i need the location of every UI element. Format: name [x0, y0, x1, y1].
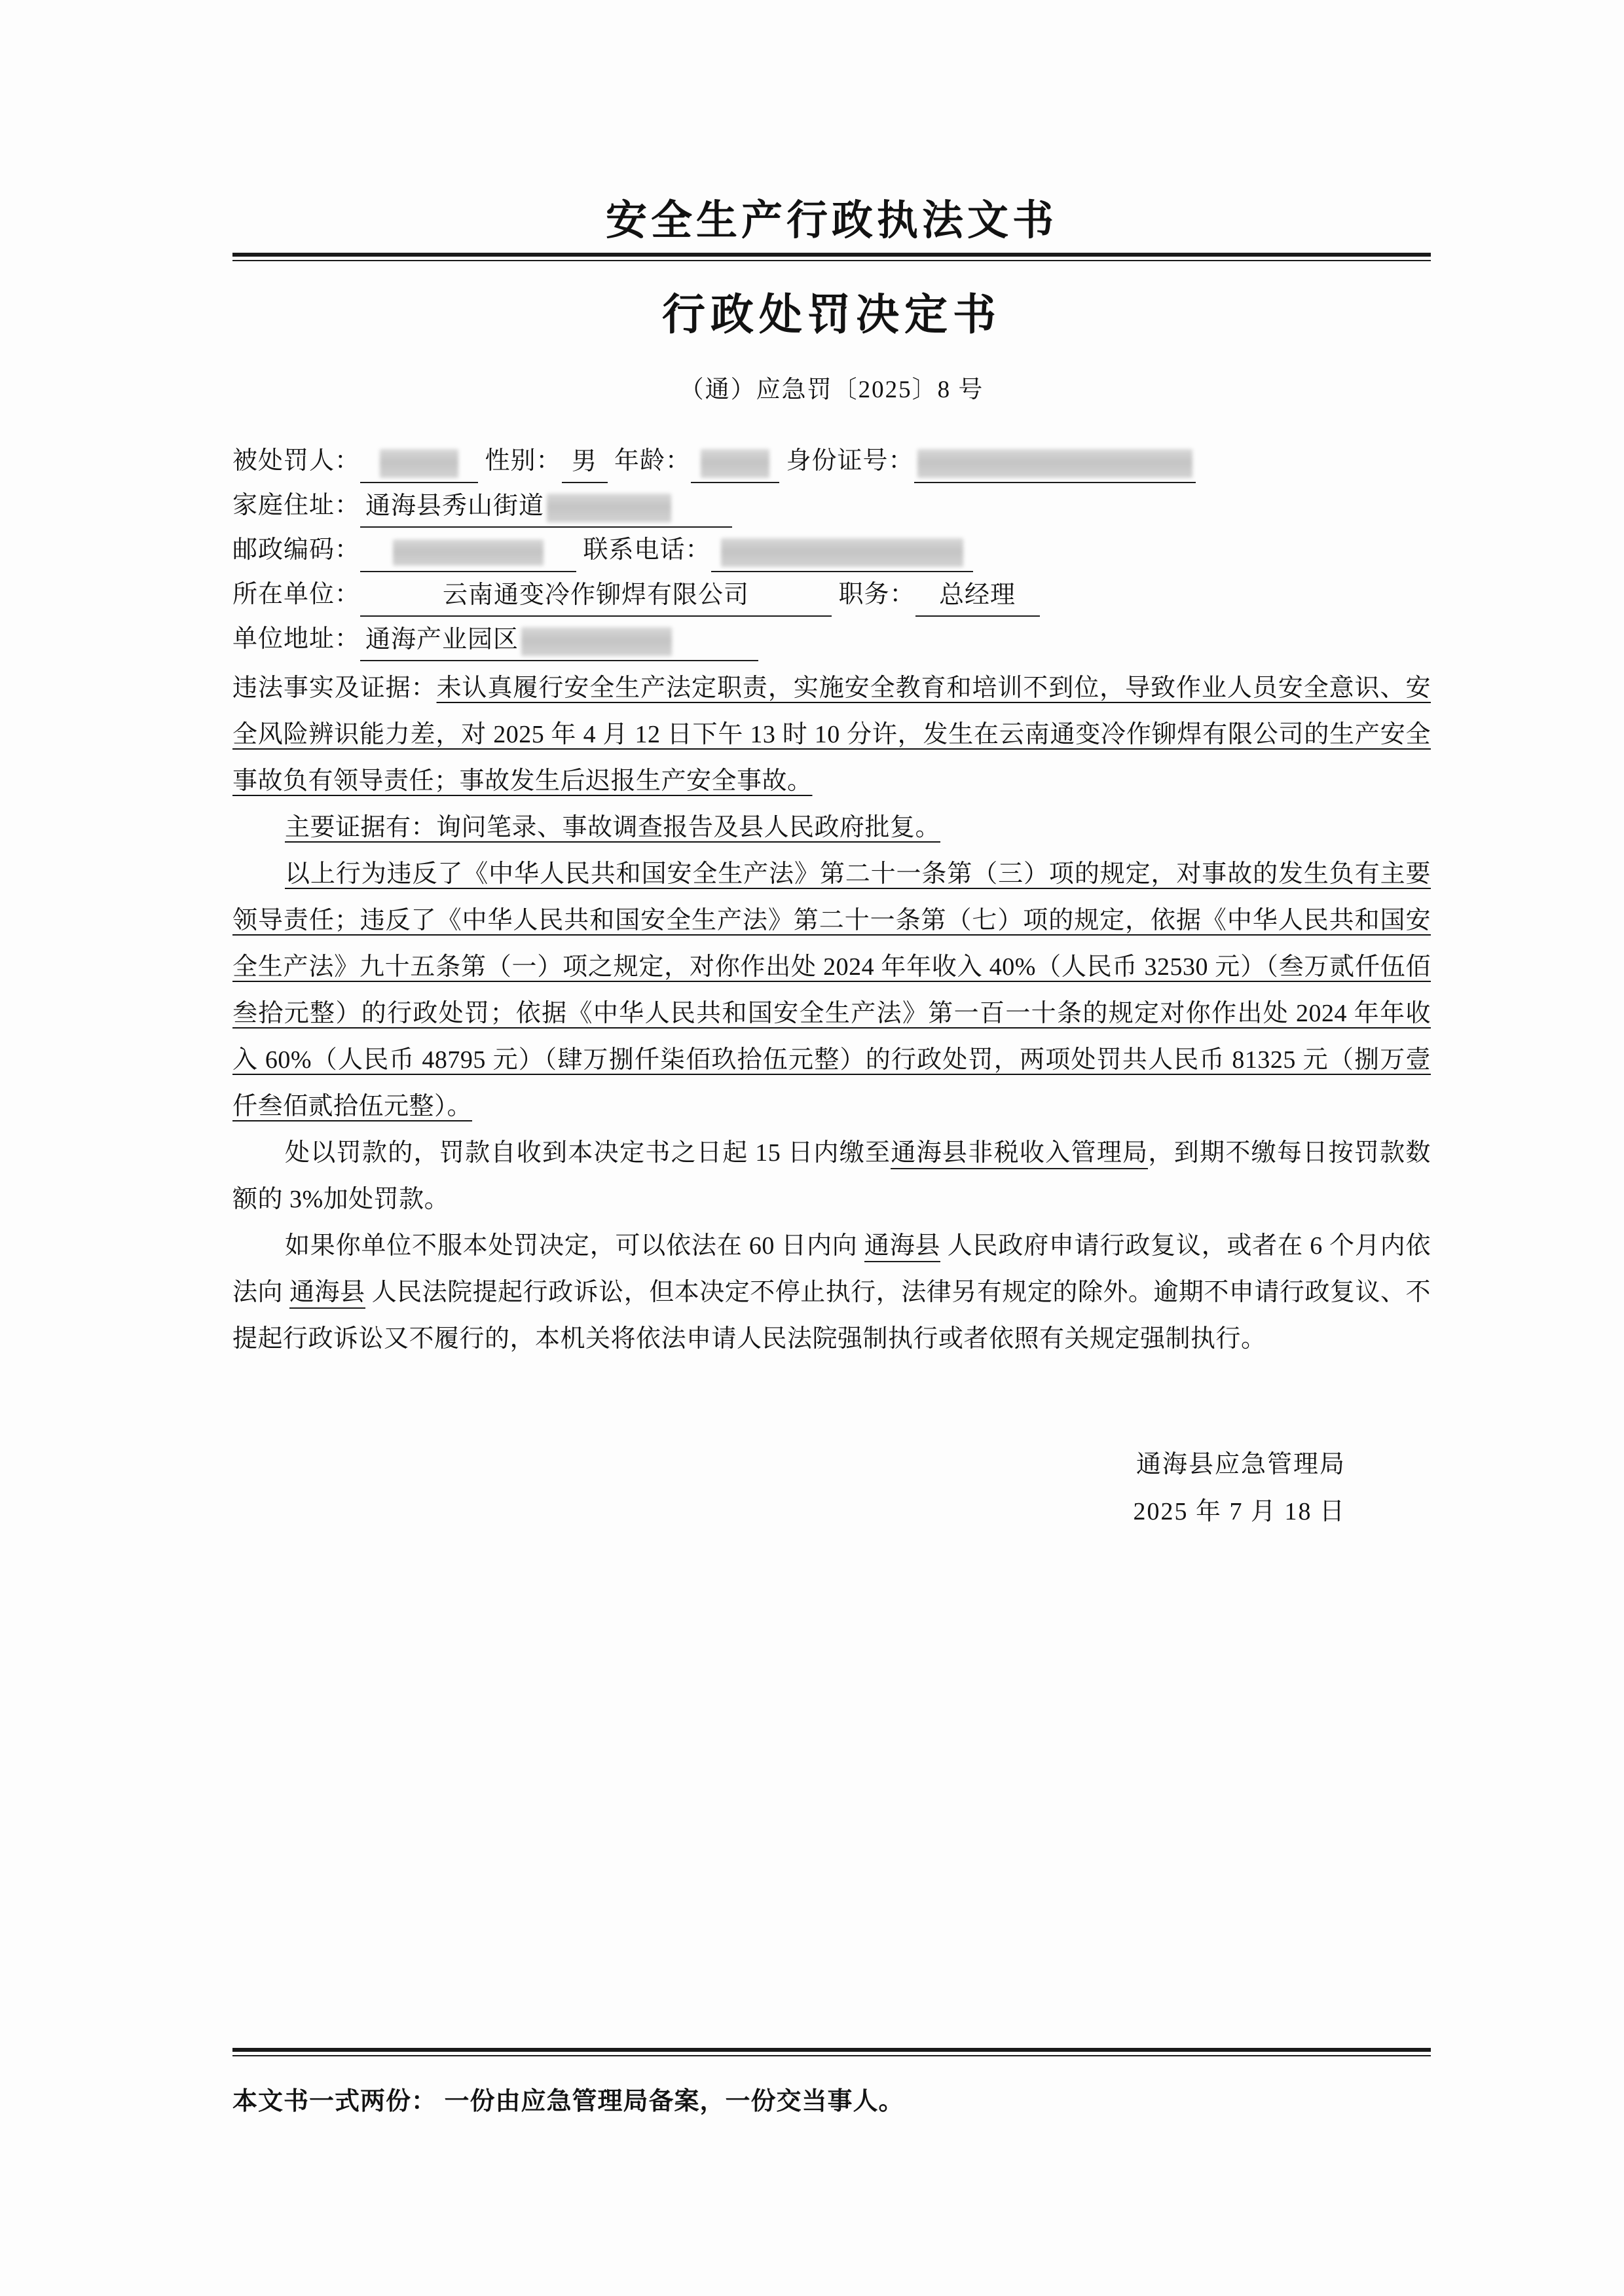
unit-address-value: 通海产业园区 — [360, 619, 758, 661]
issue-date: 2025 年 7 月 18 日 — [1133, 1497, 1346, 1525]
header-divider — [232, 253, 1431, 261]
payment-organization: 通海县非税收入管理局 — [891, 1139, 1148, 1169]
payment-text-2: ，到期不缴每日按罚款数额的 3%加处罚款。 — [232, 1139, 1431, 1213]
appeal-text-2: 人民政府申请行政复议，或者在 6 个月内依法向 — [232, 1231, 1431, 1306]
person-label: 被处罚人： — [232, 446, 361, 475]
unit-value: 云南通变冷作铆焊有限公司 — [360, 575, 832, 617]
gender-label: 性别： — [485, 446, 562, 475]
document-number: （通）应急罚〔2025〕8 号 — [679, 376, 984, 403]
appeal-organization-1: 通海县 — [864, 1232, 940, 1262]
decision-paragraph — [232, 851, 1431, 1130]
field-row-person — [232, 439, 1431, 483]
issuing-authority: 通海县应急管理局 — [1135, 1450, 1346, 1478]
document-type-title: 安全生产行政执法文书 — [606, 198, 1058, 244]
facts-label: 违法事实及证据： — [232, 674, 437, 702]
unit-label: 所在单位： — [232, 580, 361, 608]
signature-block — [232, 1441, 1431, 1535]
appeal-text-1: 如果你单位不服本处罚决定，可以依法在 60 日内向 — [285, 1231, 858, 1260]
document-header — [232, 196, 1431, 253]
field-row-postcode — [232, 528, 1431, 572]
field-row-address — [232, 483, 1431, 528]
decision-text: 以上行为违反了《中华人民共和国安全生产法》第二十一条第（三）项的规定，对事故的发生负有主要领导责任；违反了《中华人民共和国安全生产法》第二十一条第（七）项的规定，依据《中华人民共和国安全生产法》九十五条第（一）项之规定，对你作出处 2024 年年收入 40%（人民币 32530 元）（叁万贰仟伍佰叁拾元整）的行政处罚；依据《中华人民共和国安全生产法》第一百一十条的规定对你作出处 2024 年年收入 60%（人民币 48795 元）（肆万捌仟柒佰玖拾伍元整）的行政处罚，两项处罚共人民币 81325 元（捌万壹仟叁佰贰拾伍元整）。 — [232, 860, 1431, 1120]
appeal-paragraph — [232, 1223, 1431, 1362]
address-value: 通海县秀山街道 — [360, 486, 732, 528]
evidence-text: 主要证据有：询问笔录、事故调查报告及县人民政府批复。 — [285, 813, 941, 841]
position-value: 总经理 — [915, 575, 1040, 617]
appeal-text-3: 人民法院提起行政诉讼，但本决定不停止执行，法律另有规定的除外。逾期不申请行政复议、不提起行政诉讼又不履行的，本机关将依法申请人民法院强制执行或者依照有关规定强制执行。 — [232, 1278, 1431, 1353]
phone-label: 联系电话： — [583, 536, 711, 564]
phone-value — [711, 530, 973, 572]
facts-paragraph — [232, 665, 1431, 805]
payment-text-1: 处以罚款的，罚款自收到本决定书之日起 15 日内缴至 — [285, 1139, 891, 1167]
id-value — [914, 441, 1196, 483]
field-row-unit — [232, 572, 1431, 617]
age-label: 年龄： — [614, 446, 692, 475]
footer-note: 本文书一式两份： 一份由应急管理局备案，一份交当事人。 — [232, 2088, 904, 2115]
document-content — [232, 196, 1431, 1535]
postcode-label: 邮政编码： — [232, 536, 361, 564]
postcode-value — [360, 530, 576, 572]
address-label: 家庭住址： — [232, 491, 361, 519]
id-label: 身份证号： — [786, 446, 914, 475]
appeal-organization-2: 通海县 — [289, 1279, 365, 1309]
evidence-paragraph — [232, 805, 1431, 851]
page-title: 行政处罚决定书 — [662, 289, 1001, 338]
age-value — [691, 441, 779, 483]
payment-paragraph — [232, 1130, 1431, 1223]
position-label: 职务： — [838, 580, 915, 608]
footer-divider — [232, 2048, 1431, 2056]
facts-text: 未认真履行安全生产法定职责，实施安全教育和培训不到位，导致作业人员安全意识、安全风险辨识能力差，对 2025 年 4 月 12 日下午 13 时 10 分许，发生在云南通变冷作铆焊有限公司的生产安全事故负有领导责任；事故发生后迟报生产安全事故。 — [232, 674, 1431, 795]
gender-value: 男 — [562, 441, 608, 483]
field-row-unit-address — [232, 617, 1431, 661]
person-value — [360, 441, 478, 483]
unit-address-label: 单位地址： — [232, 625, 361, 653]
